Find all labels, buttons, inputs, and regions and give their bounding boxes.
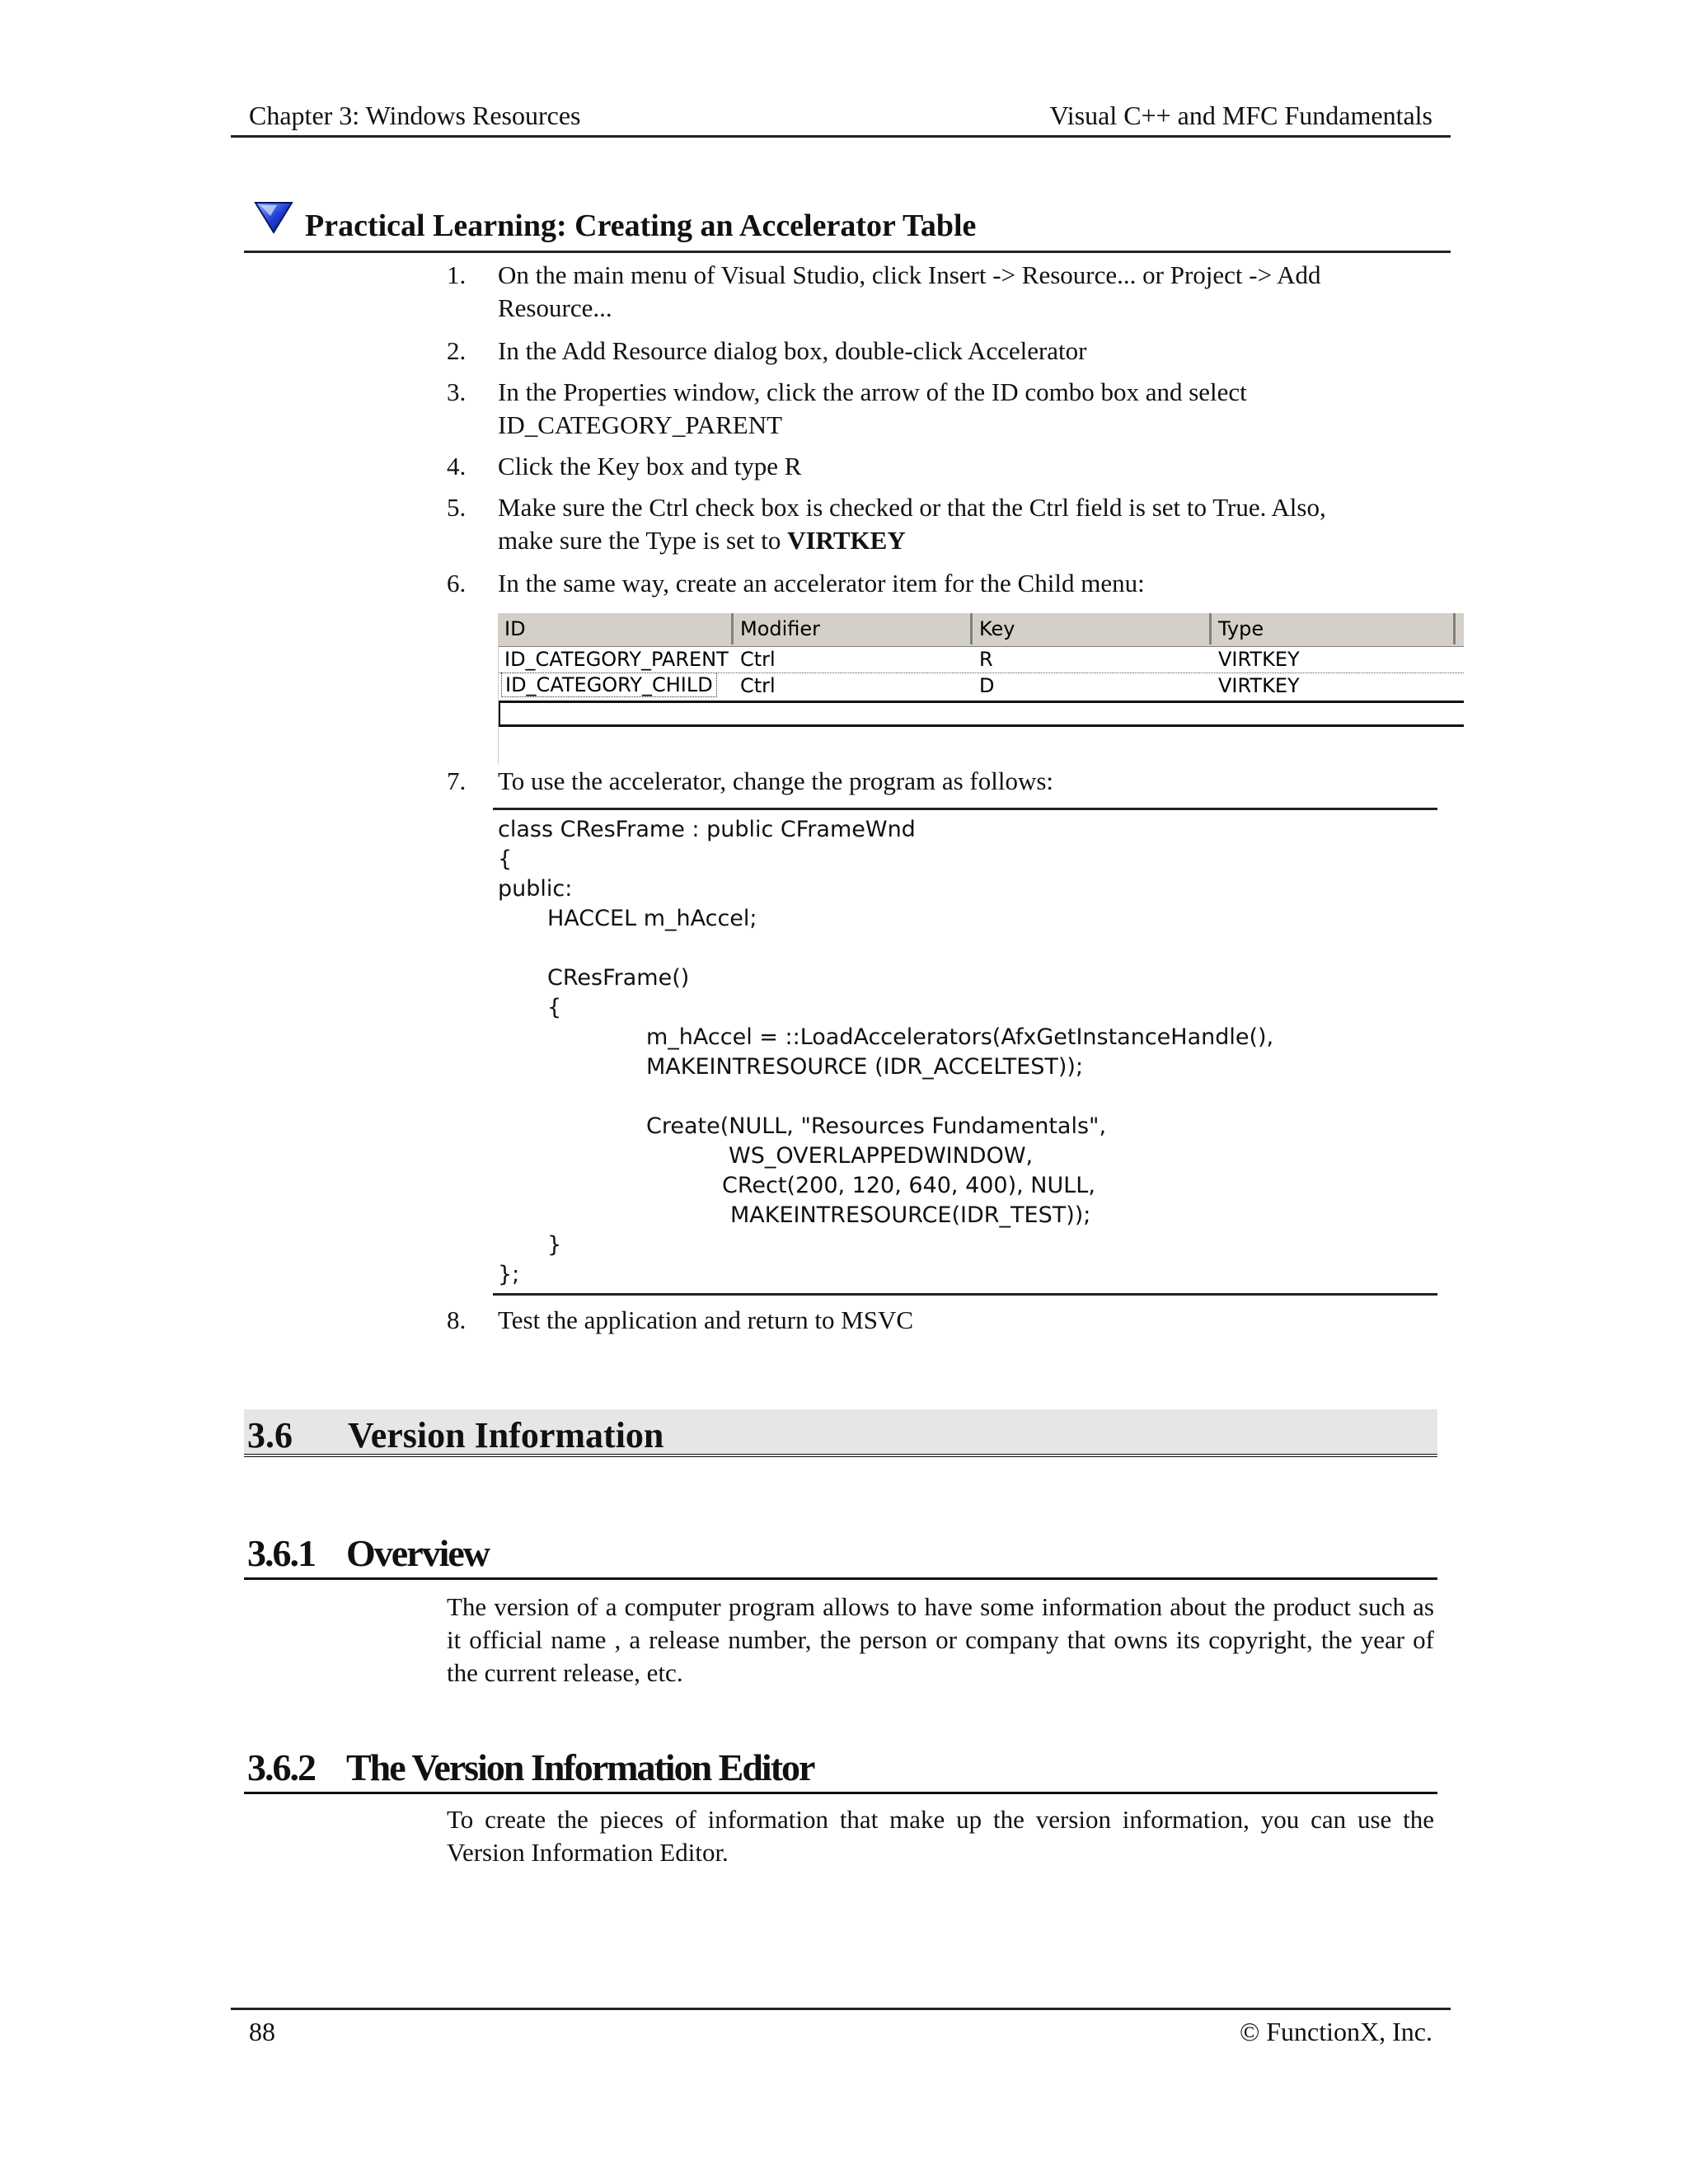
section-title: Version Information — [348, 1415, 664, 1455]
step-number: 1. — [447, 260, 467, 289]
code-line: MAKEINTRESOURCE (IDR_ACCELTEST)); — [646, 1054, 1084, 1080]
code-line: { — [498, 846, 513, 872]
step-number: 3. — [447, 377, 467, 406]
step-number: 6. — [447, 569, 467, 598]
column-header-key[interactable]: Key — [973, 613, 1212, 644]
step-number: 8. — [447, 1305, 467, 1334]
subsection-heading-editor — [244, 1742, 1437, 1794]
table-left-border — [498, 646, 499, 765]
new-item-row[interactable] — [498, 701, 1464, 727]
code-line: }; — [498, 1262, 520, 1287]
subsection-number: 3.6.2 — [247, 1746, 315, 1788]
code-line: MAKEINTRESOURCE(IDR_TEST)); — [730, 1202, 1091, 1228]
step-text: Resource... — [498, 293, 612, 322]
running-header — [231, 99, 1451, 138]
step-text: To use the accelerator, change the program as follows: — [498, 766, 1054, 795]
code-line: { — [547, 995, 562, 1020]
cell-id: ID_CATEGORY_PARENT — [504, 648, 729, 671]
code-line: CRect(200, 120, 640, 400), NULL, — [722, 1173, 1095, 1198]
code-line: Create(NULL, "Resources Fundamentals", — [646, 1113, 1107, 1139]
step-number: 7. — [447, 766, 467, 795]
subsection-title: The Version Information Editor — [346, 1746, 814, 1788]
overview-paragraph: The version of a computer program allows to have some information about the product such as it official name , a release number, the person or company that owns its copyright, the year of the current release, etc. — [447, 1592, 1434, 1687]
code-line: public: — [498, 876, 573, 902]
code-line: CResFrame() — [547, 965, 690, 991]
triangle-down-icon — [252, 198, 295, 236]
cell-id: ID_CATEGORY_CHILD — [501, 673, 717, 697]
column-header-id[interactable]: ID — [498, 613, 734, 644]
step-text: Click the Key box and type R — [498, 452, 802, 480]
practical-learning-title: Practical Learning: Creating an Accelerator Table — [305, 209, 977, 243]
code-line: HACCEL m_hAccel; — [547, 906, 757, 931]
cell-type: VIRTKEY — [1218, 648, 1300, 671]
code-line: WS_OVERLAPPEDWINDOW, — [729, 1143, 1034, 1169]
code-line: } — [547, 1232, 562, 1258]
cell-modifier: Ctrl — [740, 648, 776, 671]
step-text: Test the application and return to MSVC — [498, 1305, 914, 1334]
step-text: make sure the Type is set to — [498, 526, 788, 555]
step-number: 5. — [447, 493, 467, 522]
step-text: Make sure the Ctrl check box is checked or that the Ctrl field is set to True. Also, — [498, 493, 1326, 522]
practical-learning-heading — [244, 194, 1451, 253]
step-text: In the Add Resource dialog box, double-click Accelerator — [498, 336, 1087, 365]
copyright-notice: © FunctionX, Inc. — [1239, 2017, 1432, 2046]
section-heading — [244, 1409, 1437, 1457]
step-text: In the Properties window, click the arrow of the ID combo box and select — [498, 377, 1247, 406]
subsection-title: Overview — [346, 1532, 490, 1574]
step-number: 2. — [447, 336, 467, 365]
step-text: ID_CATEGORY_PARENT — [498, 410, 783, 439]
code-line: m_hAccel = ::LoadAccelerators(AfxGetInstanceHandle(), — [646, 1024, 1274, 1050]
cell-type: VIRTKEY — [1218, 674, 1300, 697]
code-line: class CResFrame : public CFrameWnd — [498, 817, 916, 842]
cell-key: R — [979, 648, 993, 671]
table-header — [498, 613, 1464, 647]
step-text: In the same way, create an accelerator item for the Child menu: — [498, 569, 1145, 598]
section-number: 3.6 — [247, 1415, 293, 1455]
column-header-modifier[interactable]: Modifier — [734, 613, 973, 644]
editor-paragraph: To create the pieces of information that make up the version information, you can use the Version Information Editor. — [447, 1805, 1434, 1867]
chapter-title: Chapter 3: Windows Resources — [249, 101, 581, 130]
page-number: 88 — [249, 2017, 275, 2046]
step-number: 4. — [447, 452, 467, 480]
step-text: On the main menu of Visual Studio, click Insert -> Resource... or Project -> Add — [498, 260, 1321, 289]
running-footer — [231, 2008, 1451, 2060]
accelerator-table — [498, 613, 1464, 765]
subsection-heading-overview — [244, 1528, 1437, 1580]
cell-modifier: Ctrl — [740, 674, 776, 697]
table-row[interactable] — [498, 673, 1464, 699]
column-header-type[interactable]: Type — [1212, 613, 1456, 644]
emphasis-text: VIRTKEY — [787, 526, 906, 555]
book-title: Visual C++ and MFC Fundamentals — [1049, 101, 1432, 130]
table-row[interactable] — [498, 646, 1464, 673]
cell-key: D — [979, 674, 995, 697]
subsection-number: 3.6.1 — [247, 1532, 315, 1574]
